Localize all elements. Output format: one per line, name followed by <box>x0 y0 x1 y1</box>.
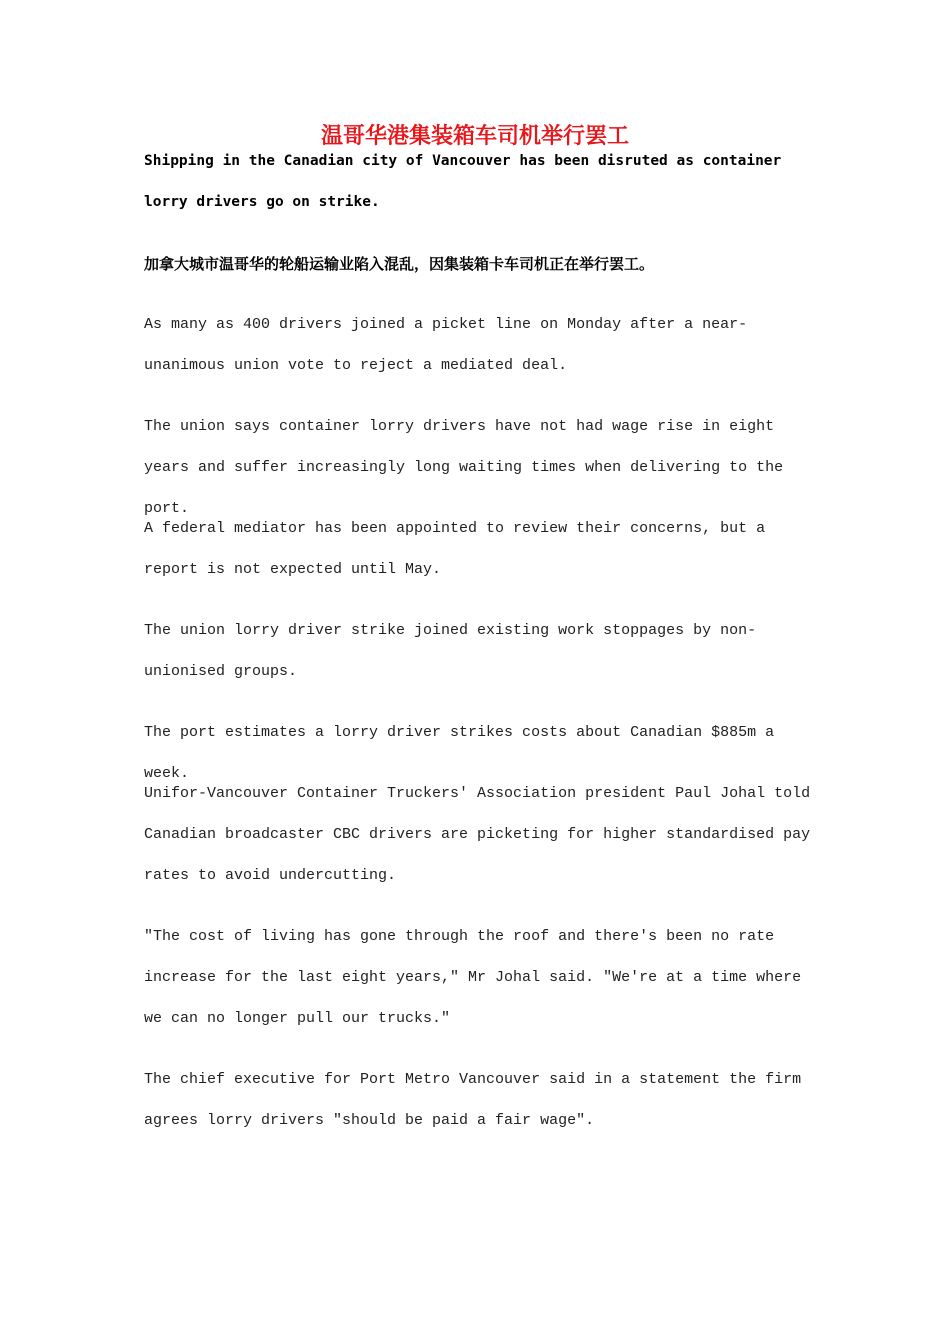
paragraph: The port estimates a lorry driver strikes costs about Canadian $885m a week. <box>144 724 775 782</box>
paragraph: As many as 400 drivers joined a picket line on Monday after a near-unanimous union vote to reject a mediated deal. <box>144 316 748 374</box>
paragraph: A federal mediator has been appointed to review their concerns, but a report is not expected until May. <box>144 520 766 578</box>
paragraph: The chief executive for Port Metro Vancouver said in a statement the firm agrees lorry drivers "should be paid a fair wage". <box>144 1071 802 1129</box>
document-title: 温哥华港集装箱车司机举行罢工 <box>320 123 629 149</box>
paragraph: "The cost of living has gone through the roof and there's been no rate increase for the last eight years," Mr Johal said. "We're at a time where we can no longer pull our trucks." <box>144 928 802 1027</box>
intro-english: Shipping in the Canadian city of Vancouver has been disruted as container lorry drivers go on strike. <box>144 153 782 210</box>
intro-chinese: 加拿大城市温哥华的轮船运输业陷入混乱，因集装箱卡车司机正在举行罢工。 <box>144 255 655 273</box>
paragraph: The union lorry driver strike joined existing work stoppages by non-unionised groups. <box>144 622 757 680</box>
paragraph: Unifor-Vancouver Container Truckers' Association president Paul Johal told Canadian broadcaster CBC drivers are picketing for higher standardised pay rates to avoid undercutting. <box>144 785 811 884</box>
paragraph: The union says container lorry drivers have not had wage rise in eight years and suffer increasingly long waiting times when delivering to the port. <box>144 418 784 517</box>
